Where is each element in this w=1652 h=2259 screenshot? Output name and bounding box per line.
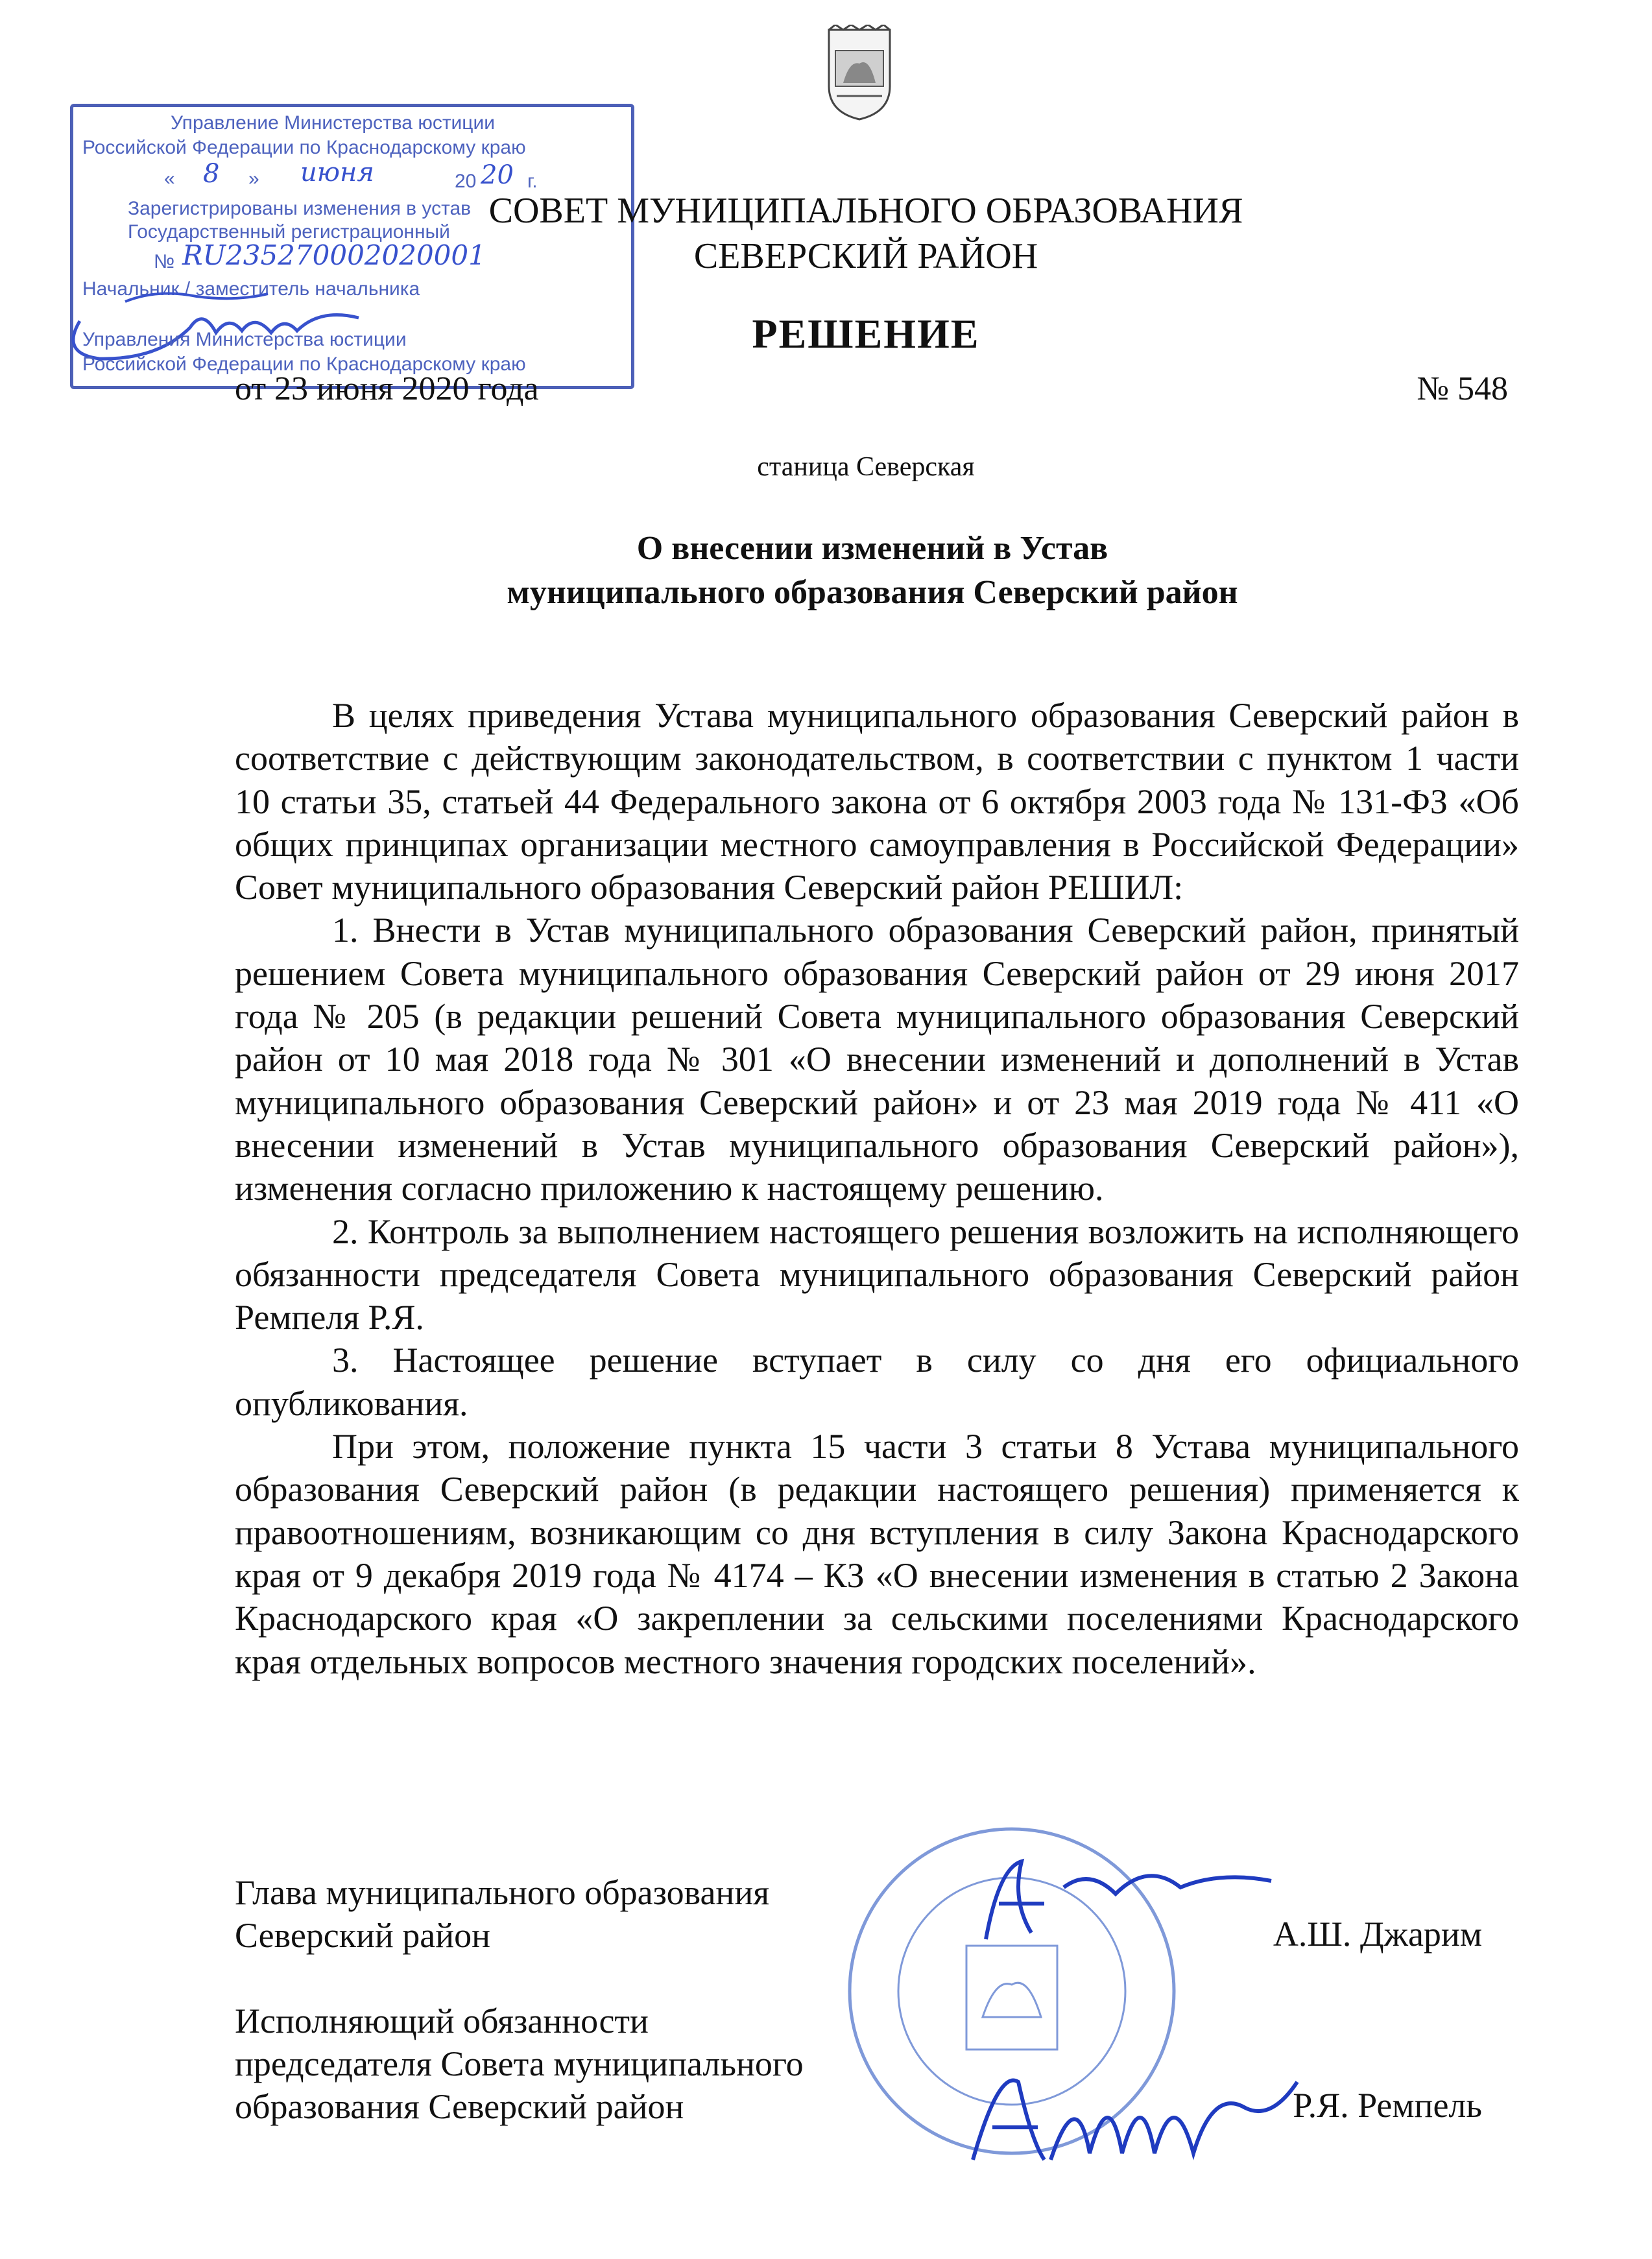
stamp-reg-prefix: № [154, 251, 175, 272]
signature-chair-scribble [947, 2043, 1310, 2179]
council-name: СОВЕТ МУНИЦИПАЛЬНОГО ОБРАЗОВАНИЯ СЕВЕРСКИЙ РАЙОН [488, 191, 1243, 276]
note-paragraph: При этом, положение пункта 15 части 3 статьи 8 Устава муниципального образования Северский район (в редакции настоящего решения) применяется к правоотношениям, возникающим со дня вступления в силу Закона Краснодарского края от 9 декабря 2019 года № 4174 – КЗ «О внесении изменения в статью 2 Закона Краснодарского края «О закреплении за сельскими поселениями Краснодарского края отдельных вопросов местного значения городских поселений». [235, 1427, 1519, 1681]
item-3-paragraph: 3. Настоящее решение вступает в силу со дня его официального опубликования. [235, 1341, 1519, 1423]
stamp-line-7: Начальник / заместитель начальника [82, 278, 420, 300]
place-of-issue: станица Северская [757, 452, 975, 482]
stamp-year-suffix: г. [527, 171, 538, 192]
stamp-line-9: Российской Федерации по Краснодарскому краю [82, 353, 526, 375]
decision-subject: О внесении изменений в Устав муниципального образования Северский район [507, 530, 1238, 611]
signatory-1-title: Глава муниципального образования Северский район [235, 1873, 770, 1955]
stamp-handwritten-day: 8 [203, 159, 220, 189]
signatory-1-name: А.Ш. Джарим [1273, 1915, 1482, 1954]
stamp-line-8: Управления Министерства юстиции [82, 329, 407, 350]
decision-number: № 548 [1417, 370, 1508, 407]
stamp-handwritten-year: 20 [481, 160, 514, 190]
stamp-handwritten-month: июня [300, 158, 374, 187]
signatory-2-name: Р.Я. Ремпель [1293, 2086, 1482, 2125]
signature-head-scribble [960, 1842, 1297, 1959]
stamp-line-2: Российской Федерации по Краснодарскому краю [82, 137, 526, 158]
coat-of-arms-emblem [824, 25, 895, 122]
stamp-line-4: Зарегистрированы изменения в устав [128, 198, 472, 219]
item-1-paragraph: 1. Внести в Устав муниципального образования Северский район, принятый решением Совета муниципального образования Северский район от 29 июня 2017 года № 205 (в редакции решений Совета муниципального образования Северский район от 10 мая 2018 года № 301 «О внесении изменений и дополнений в Устав муниципального образования Северский район» и от 23 мая 2019 года № 411 «О внесении изменений в Устав муниципального образования Северский район»), изменения согласно приложению к настоящему решению. [235, 911, 1519, 1208]
stamp-line-1: Управление Министерства юстиции [171, 112, 496, 134]
stamp-handwritten-reg-number: RU235270002020001 [182, 239, 486, 271]
preamble-paragraph: В целях приведения Устава муниципального образования Северский район в соответствие с действующим законодательством, в соответствии с пунктом 1 части 10 статьи 35, статьей 44 Федерального закона от 6 октября 2003 года № 131-ФЗ «Об общих принципах организации местного самоуправления в Российской Федерации» Совет муниципального образования Северский район РЕШИЛ: [235, 696, 1519, 907]
item-2-paragraph: 2. Контроль за выполнением настоящего решения возложить на исполняющего обязанности председателя Совета муниципального образования Северский район Ремпеля Р.Я. [235, 1212, 1519, 1337]
stamp-line-5: Государственный регистрационный [128, 221, 450, 243]
stamp-year-prefix: 20 [455, 171, 477, 192]
decision-date: от 23 июня 2020 года [235, 370, 539, 407]
document-type: РЕШЕНИЕ [752, 311, 980, 357]
stamp-date-close: » [248, 168, 259, 189]
signatory-2-title: Исполняющий обязанности председателя Совета муниципального образования Северский район [235, 2002, 804, 2126]
decision-body [235, 694, 1519, 1683]
stamp-date-open: « [164, 168, 175, 189]
